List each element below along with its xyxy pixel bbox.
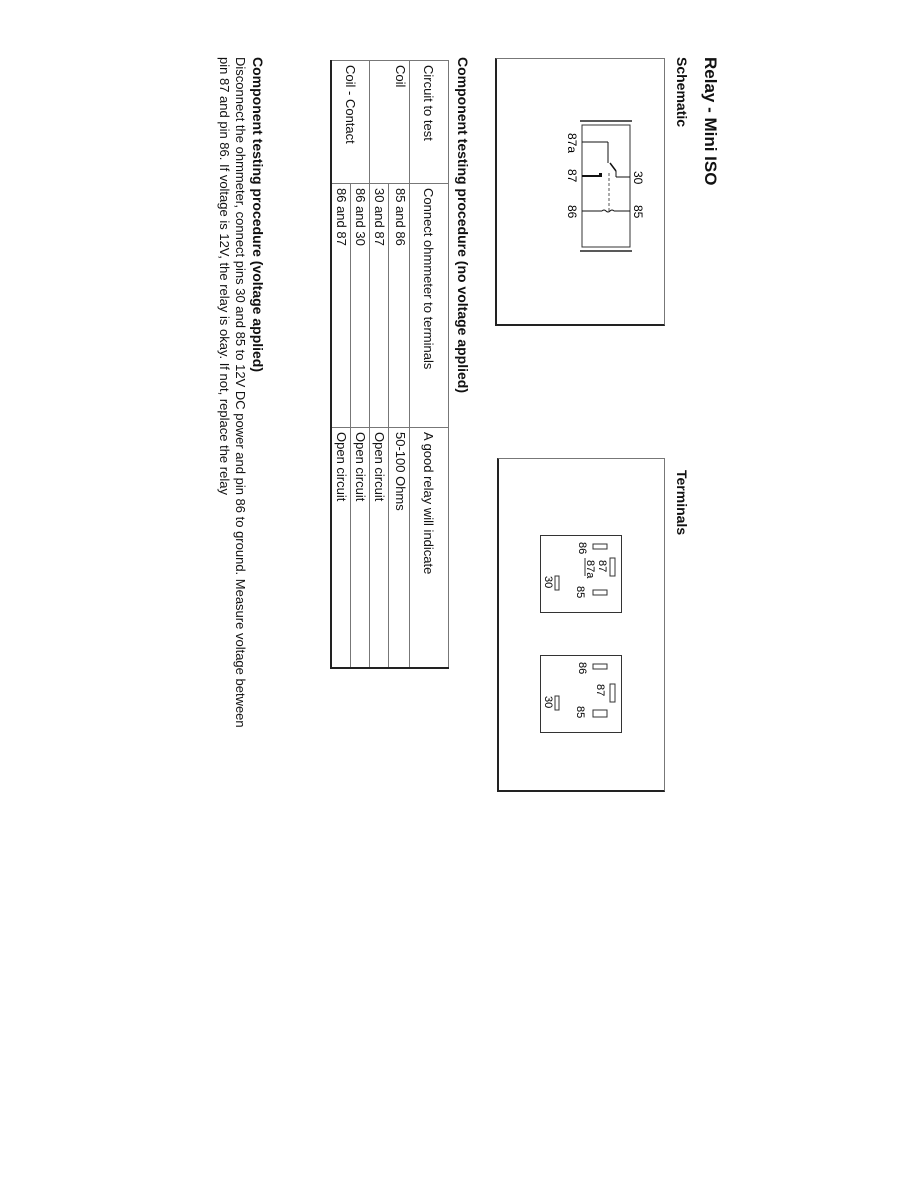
- terminal5-pin-87a: 87a: [584, 560, 596, 579]
- terminal5-pin-85: 85: [574, 586, 586, 599]
- cell-result: Open circuit: [331, 428, 351, 669]
- schematic-pin-87: 87: [565, 169, 579, 183]
- schematic-pin-30: 30: [631, 171, 645, 185]
- schematic-panel: [495, 58, 665, 326]
- cell-terminals: 86 and 30: [351, 184, 370, 428]
- schematic-pin-87a: 87a: [565, 133, 579, 154]
- terminal4-pin-86: 86: [576, 662, 588, 675]
- relay-4pin-terminal-diagram: [540, 655, 622, 733]
- schematic-pin-85: 85: [631, 205, 645, 219]
- cell-terminals: 85 and 86: [389, 184, 410, 428]
- no-voltage-test-table: [330, 60, 449, 669]
- instruction-line-2: pin 87 and pin 86. If voltage is 12V, the relay is okay. If not, replace the relay: [217, 57, 232, 495]
- page-title: Relay - Mini ISO: [701, 57, 720, 186]
- instruction-line-1: Disconnect the ohmmeter, connect pins 30 and 85 to 12V DC power and pin 86 to ground. Measure voltage between: [233, 57, 248, 728]
- table-row: [389, 61, 410, 669]
- table-header-row: [410, 61, 449, 669]
- terminal4-pin-85: 85: [574, 706, 586, 719]
- col-header-terminals: Connect ohmmeter to terminals: [410, 184, 449, 428]
- cell-result: Open circuit: [370, 428, 389, 669]
- terminal5-pin-87: 87: [596, 560, 608, 573]
- relay-5pin-pinout: [541, 536, 621, 612]
- terminal5-pin-30: 30: [542, 576, 554, 589]
- cell-terminals: 86 and 87: [331, 184, 351, 428]
- col-header-result: A good relay will indicate: [410, 428, 449, 669]
- no-voltage-test-heading: Component testing procedure (no voltage applied): [455, 57, 471, 394]
- relay-schematic-diagram: [494, 59, 664, 327]
- terminal4-pin-87: 87: [594, 684, 606, 697]
- voltage-test-heading: Component testing procedure (voltage applied): [250, 57, 266, 373]
- schematic-label: Schematic: [674, 57, 690, 128]
- schematic-pin-86: 86: [565, 205, 579, 219]
- terminal4-pin-30: 30: [542, 696, 554, 709]
- terminals-panel: [497, 458, 665, 792]
- relay-5pin-terminal-diagram: [540, 535, 622, 613]
- table-row: [351, 61, 370, 669]
- terminals-label: Terminals: [674, 470, 690, 536]
- col-header-circuit: Circuit to test: [410, 61, 449, 184]
- cell-result: 50-100 Ohms: [389, 428, 410, 669]
- cell-circuit-coil-contact: Coil - Contact: [331, 61, 370, 184]
- terminal5-pin-86: 86: [576, 542, 588, 555]
- cell-terminals: 30 and 87: [370, 184, 389, 428]
- voltage-test-instructions: [216, 57, 248, 817]
- relay-4pin-pinout: [541, 656, 621, 732]
- cell-result: Open circuit: [351, 428, 370, 669]
- cell-circuit-coil: Coil: [370, 61, 410, 184]
